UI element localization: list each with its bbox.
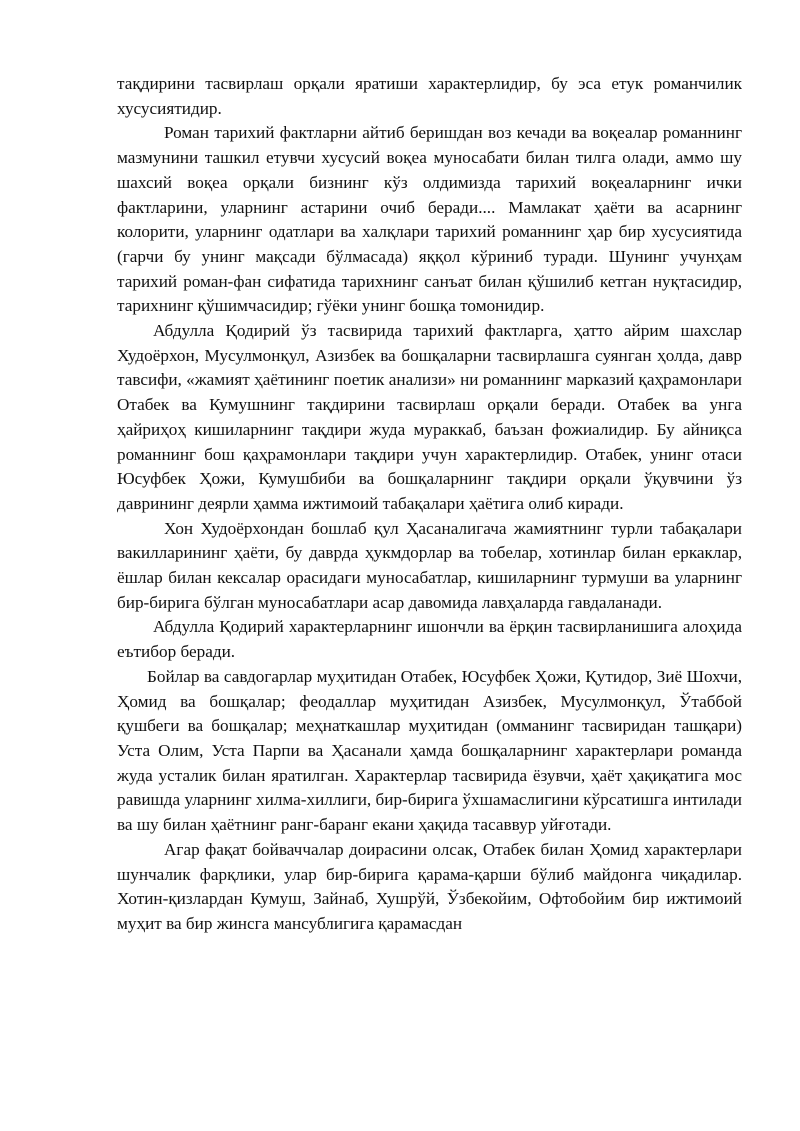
paragraph-characters-attention: Абдулла Қодирий характерларнинг ишончли ва ёрқин тасвирланишига алоҳида еътибор беради.: [117, 617, 742, 662]
paragraph-continuation: тақдирини тасвирлаш орқали яратиши характерлидир, бу эса етук романчилик хусусиятидир.: [117, 74, 742, 118]
document-page: [117, 72, 742, 937]
paragraph-qodiriy-facts: Абдулла Қодирий ўз тасвирида тарихий фактларга, ҳатто айрим шахслар Худоёрхон, Мусулмонқул, Азизбек ва бошқаларни тасвирлашга суянган ҳолда, давр тавсифи, «жамият ҳаётининг поетик анализи» ни романнинг марказий қаҳрамонлари Отабек ва Кумушнинг тақдирини тасвирлаш орқали беради. Отабек ва унга ҳайриҳоҳ кишиларнинг тақдири жуда мураккаб, баъзан фожиалидир. Бу айниқса романнинг бош қаҳрамонлари тақдири учун характерлидир. Отабек, унинг отаси Юсуфбек Ҳожи, Кумушбиби ва бошқаларнинг тақдири орқали ўқувчини ўз даврининг деярли ҳамма ижтимоий табақалари ҳаётига олиб киради.: [117, 321, 742, 513]
paragraph-social-layers: Хон Худоёрхондан бошлаб қул Ҳасаналигача жамиятнинг турли табақалари вакилларининг ҳаёти, бу даврда ҳукмдорлар ва тобелар, хотинлар билан еркаклар, ёшлар билан кексалар орасидаги муносабатлар, кишиларнинг турмуши ва уларнинг бир-бирига бўлган муносабатлари асар давомида лавҳаларда гавдаланади.: [117, 518, 742, 612]
paragraph-contrasts: Агар фақат бойваччалар доирасини олсак, Отабек билан Ҳомид характерлари шунчалик фарқлики, улар бир-бирига қарама-қарши бўлиб майдонга чиқадилар. Хотин-қизлардан Кумуш, Зайнаб, Хушрўй, Ўзбекойим, Офтобойим бир ижтимоий муҳит ва бир жинсга мансублигига қарамасдан: [117, 839, 742, 933]
paragraph-character-circles: Бойлар ва савдогарлар муҳитидан Отабек, Юсуфбек Ҳожи, Қутидор, Зиё Шохчи, Ҳомид ва бошқалар; феодаллар муҳитидан Азизбек, Мусулмонқул, Ўтаббой қушбеги ва бошқалар; меҳнаткашлар муҳитидан (омманинг тасвиридан ташқари) Уста Олим, Уста Парпи ва Ҳасанали ҳамда бошқаларнинг характерлари романда жуда усталик билан яратилган. Характерлар тасвирида ёзувчи, ҳаёт ҳақиқатига мос равишда уларнинг хилма-хиллиги, бир-бирига ўхшамаслигини кўрсатишга интилади ва шу билан ҳаётнинг ранг-баранг екани ҳақида тасаввур уйғотади.: [117, 666, 742, 835]
paragraph-historical-novel: Роман тарихий фактларни айтиб беришдан воз кечади ва воқеалар романнинг мазмунини ташкил етувчи хусусий воқеа муносабати билан тилга олади, аммо шу шахсий воқеа орқали бизнинг кўз олдимизда тарихий воқеаларнинг ички фактларини, уларнинг астарини очиб беради.... Мамлакат ҳаёти ва асарнинг колорити, уларнинг одатлари ва халқлари тарихий романнинг ҳар бир хусусиятида (гарчи бу унинг мақсади бўлмасада) яққол кўриниб туради. Шунинг учунҳам тарихий роман-фан сифатида тарихнинг санъат билан қўшилиб кетган нуқтасидир, тарихнинг қўшимчасидир; гўёки унинг бошқа томонидир.: [117, 123, 742, 316]
